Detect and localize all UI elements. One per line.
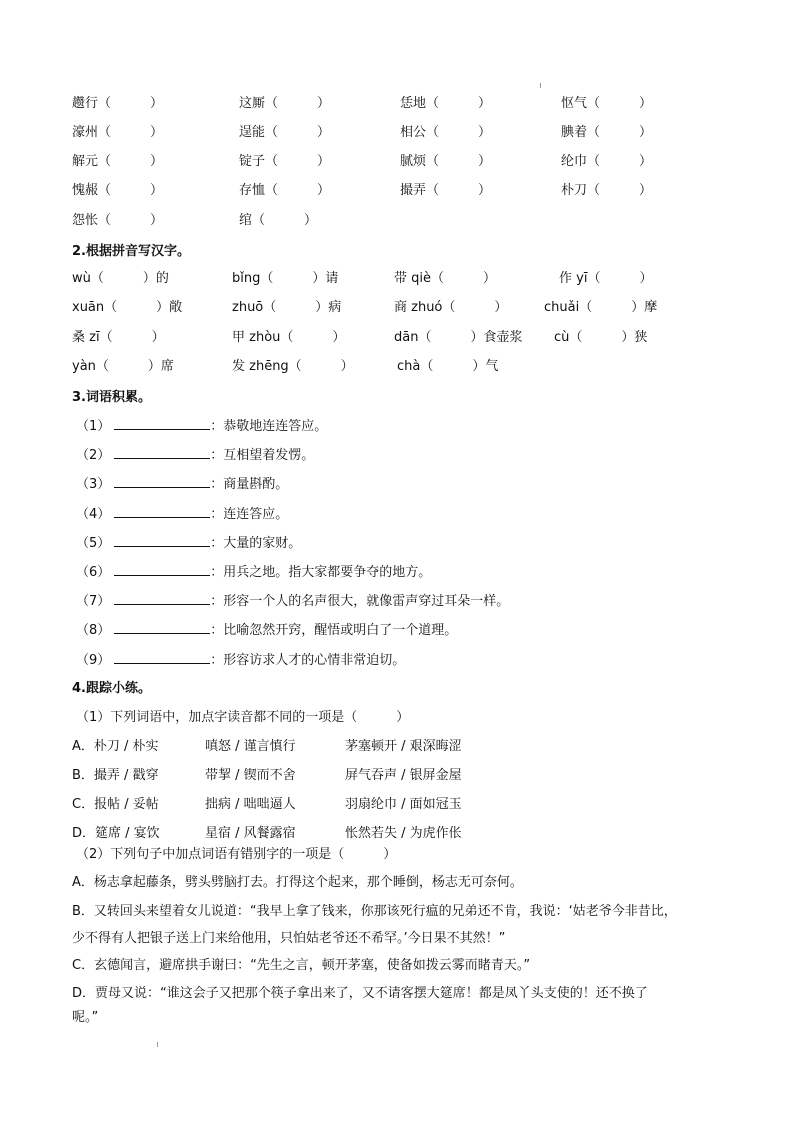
s2-item: chà（ ）气 xyxy=(397,359,499,374)
s1-item: 相公（ ） xyxy=(400,125,492,140)
q1-option-a-c2: 嗔怒 / 谨言慎行 xyxy=(205,739,296,754)
vocab-definition: ：大量的家财。 xyxy=(210,535,302,551)
vocab-item xyxy=(76,619,457,638)
vocab-item xyxy=(76,415,327,434)
vocab-answer-blank[interactable] xyxy=(114,503,210,518)
scan-mark xyxy=(540,83,541,88)
q1-option-c-c3: 羽扇纶巾 / 面如冠玉 xyxy=(345,797,462,812)
vocab-item-number: （5） xyxy=(76,535,111,551)
vocab-item xyxy=(76,590,509,609)
s1-item: 纶巾（ ） xyxy=(561,154,653,169)
q1-option-a-label: A．朴刀 / 朴实 xyxy=(72,739,159,754)
vocab-item xyxy=(76,561,431,580)
section-3-heading: 3.词语积累。 xyxy=(72,390,151,405)
vocab-answer-blank[interactable] xyxy=(114,619,210,634)
q2-stem: （2）下列句子中加点词语有错别字的一项是（ ） xyxy=(76,847,397,862)
q1-option-b-c3: 屏气吞声 / 银屏金屋 xyxy=(345,768,462,783)
s1-item: 腻烦（ ） xyxy=(400,154,492,169)
vocab-definition: ：连连答应。 xyxy=(210,506,289,522)
vocab-definition: ：比喻忽然开窍，醒悟或明白了一个道理。 xyxy=(210,623,458,639)
s1-item: 趱行（ ） xyxy=(72,96,164,111)
s2-item: xuān（ ）敞 xyxy=(72,300,183,315)
scan-mark xyxy=(157,1042,158,1047)
s1-item: 撮弄（ ） xyxy=(400,183,492,198)
vocab-item xyxy=(76,473,288,492)
s1-item: 存恤（ ） xyxy=(239,183,331,198)
vocab-answer-blank[interactable] xyxy=(114,473,210,488)
vocab-item-number: （9） xyxy=(76,652,111,668)
s2-item: zhuō（ ）病 xyxy=(232,300,342,315)
s2-item: 带 qiè（ ） xyxy=(394,271,496,286)
section-4-heading: 4.跟踪小练。 xyxy=(72,681,151,696)
vocab-definition: ：用兵之地。指大家都要争夺的地方。 xyxy=(210,565,432,580)
vocab-answer-blank[interactable] xyxy=(114,444,210,459)
s2-item: 商 zhuó（ ） xyxy=(394,300,508,315)
q1-option-d-c3: 怅然若失 / 为虎作伥 xyxy=(345,826,462,841)
q2-option-b-line2: 少不得有人把银子送上门来给他用，只怕姑老爷还不希罕。’今日果不其然！” xyxy=(72,931,506,946)
q1-option-b-c2: 带挈 / 锲而不舍 xyxy=(205,768,296,783)
q2-option-b-line1: B．又转回头来望着女儿说道：“我早上拿了钱来，你那该死行瘟的兄弟还不肯，我说：‘姑老爷今非昔比， xyxy=(72,904,677,919)
s1-item: 愧赧（ ） xyxy=(72,183,164,198)
s1-item: 濠州（ ） xyxy=(72,125,164,140)
vocab-definition: ：形容访求人才的心情非常迫切。 xyxy=(210,652,406,668)
vocab-answer-blank[interactable] xyxy=(114,561,210,576)
s1-item: 锭子（ ） xyxy=(239,154,331,169)
s1-item: 怄气（ ） xyxy=(561,96,653,111)
q1-option-d-label: D．筵席 / 宴饮 xyxy=(72,826,160,841)
vocab-item-number: （4） xyxy=(76,506,111,522)
section-2-heading: 2.根据拼音写汉字。 xyxy=(72,244,190,259)
vocab-item xyxy=(76,444,314,463)
s1-item: 朴刀（ ） xyxy=(561,183,653,198)
s1-item: 这厮（ ） xyxy=(239,96,331,111)
s2-item: 甲 zhòu（ ） xyxy=(232,330,346,345)
vocab-answer-blank[interactable] xyxy=(114,415,210,430)
s1-item: 逞能（ ） xyxy=(239,125,331,140)
vocab-item-number: （3） xyxy=(76,477,111,493)
s2-item: yàn（ ）席 xyxy=(72,359,174,374)
q2-option-c: C．玄德闻言，避席拱手谢曰：“先生之言，顿开茅塞，使备如拨云雾而睹青天。” xyxy=(72,958,531,973)
vocab-definition: ：互相望着发愣。 xyxy=(210,448,315,464)
s2-item: 发 zhēng（ ） xyxy=(232,359,354,374)
vocab-definition: ：商量斟酌。 xyxy=(210,477,289,493)
q2-option-d-line2: 呢。” xyxy=(72,1010,99,1025)
vocab-definition: ：恭敬地连连答应。 xyxy=(210,419,328,434)
vocab-item xyxy=(76,649,405,668)
q1-stem: （1）下列词语中，加点字读音都不同的一项是（ ） xyxy=(76,710,410,725)
q2-option-a: A．杨志拿起藤条，劈头劈脑打去。打得这个起来，那个睡倒，杨志无可奈何。 xyxy=(72,875,523,890)
s1-item: 解元（ ） xyxy=(72,154,164,169)
s2-item: 桑 zī（ ） xyxy=(72,330,165,345)
s2-item: 作 yī（ ） xyxy=(559,271,653,286)
s1-item: 怨怅（ ） xyxy=(72,213,164,228)
q1-option-a-c3: 茅塞顿开 / 艰深晦涩 xyxy=(345,739,462,754)
q1-option-b-label: B．撮弄 / 戳穿 xyxy=(72,768,159,783)
s1-item: 绾（ ） xyxy=(239,213,318,228)
s2-item: dān（ ）食壶浆 xyxy=(394,330,523,345)
vocab-item xyxy=(76,532,301,551)
s1-item: 腆着（ ） xyxy=(561,125,653,140)
vocab-item xyxy=(76,503,288,522)
vocab-item-number: （2） xyxy=(76,448,111,464)
vocab-item-number: （7） xyxy=(76,594,111,610)
s2-item: wù（ ）的 xyxy=(72,271,169,286)
q1-option-c-label: C．报帖 / 妥帖 xyxy=(72,797,159,812)
vocab-answer-blank[interactable] xyxy=(114,649,210,664)
vocab-definition: ：形容一个人的名声很大，就像雷声穿过耳朵一样。 xyxy=(210,594,510,610)
q1-option-c-c2: 拙病 / 咄咄逼人 xyxy=(205,797,296,812)
vocab-item-number: （1） xyxy=(76,419,111,434)
vocab-item-number: （8） xyxy=(76,623,111,639)
q2-option-d-line1: D．贾母又说：“谁这会子又把那个筷子拿出来了，又不请客摆大筵席！都是凤丫头支使的！还不换了 xyxy=(72,986,648,1001)
vocab-answer-blank[interactable] xyxy=(114,532,210,547)
s2-item: bǐng（ ）请 xyxy=(232,271,339,286)
s2-item: chuǎi（ ）摩 xyxy=(544,300,658,315)
vocab-answer-blank[interactable] xyxy=(114,590,210,605)
s2-item: cù（ ）狭 xyxy=(554,330,648,345)
s1-item: 恁地（ ） xyxy=(400,96,492,111)
vocab-item-number: （6） xyxy=(76,565,111,580)
q1-option-d-c2: 星宿 / 风餐露宿 xyxy=(205,826,296,841)
